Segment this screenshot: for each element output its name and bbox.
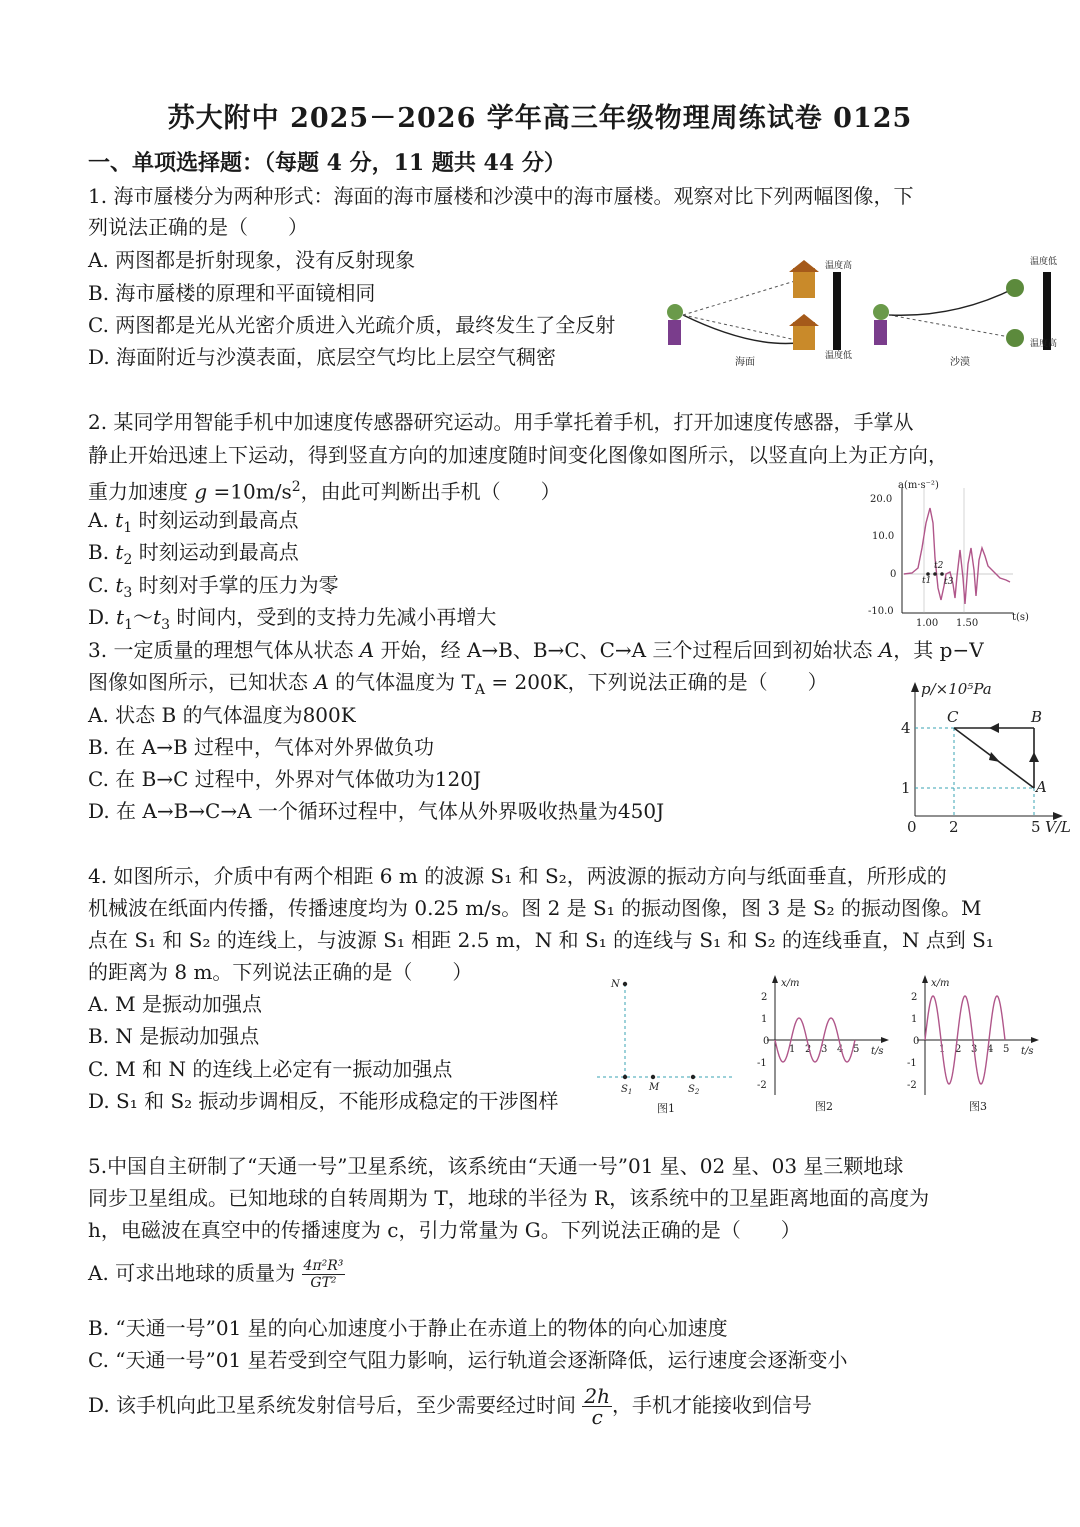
- q2-stem-line3: 重力加速度 $g =10m/s^2$，由此可判断出手机（ ）: [88, 479, 561, 504]
- q4-stem-line4: 的距离为 8 m。下列说法正确的是（ ）: [88, 960, 473, 984]
- sea-label: 海面: [735, 357, 755, 368]
- sea-temp-low-label: 温度低: [825, 351, 853, 361]
- fig3-xlabel: t/s: [1021, 1046, 1034, 1057]
- a2-ytick-20: 20.0: [870, 494, 893, 505]
- q3-option-a: A. 状态 B 的气体温度为800K: [88, 703, 356, 727]
- q5-option-b: B. “天通一号”01 星的向心加速度小于静止在赤道上的物体的向心加速度: [88, 1316, 728, 1340]
- arrow-c-a: [989, 752, 1000, 762]
- earth-mass-fraction: $\frac{\text{4π²R³}}{\text{GT²}}$: [303, 1258, 344, 1291]
- q3-option-d: D. 在 A→B→C→A 一个循环过程中，气体从外界吸收热量为450J: [88, 799, 665, 823]
- pv-ytick-1: 1: [901, 779, 911, 797]
- observer-icon: [873, 304, 889, 320]
- s2-vibration-chart: [905, 970, 1055, 1120]
- point-m: [651, 1075, 655, 1079]
- pv-label-b: B: [1031, 708, 1043, 726]
- q1-option-a: A. 两图都是折射现象，没有反射现象: [88, 248, 416, 272]
- a2-ytick-10: 10.0: [872, 531, 895, 542]
- q3-option-c: C. 在 B→C 过程中，外界对气体做功为120J: [88, 767, 481, 791]
- q4-option-b: B. N 是振动加强点: [88, 1024, 260, 1048]
- q5-option-d: D. 该手机向此卫星系统发射信号后，至少需要经过时间 $\frac{2h}{c}$ ，手机才能接收到信号: [88, 1384, 813, 1429]
- pv-ytick-4: 4: [901, 719, 911, 737]
- fig3-ytick-0: 0: [913, 1036, 920, 1047]
- fig3-ytick-n1: -1: [907, 1058, 917, 1069]
- label-s1: $S_1$: [621, 1084, 633, 1096]
- q1-stem-line1: 1. 海市蜃楼分为两种形式：海面的海市蜃楼和沙漠中的海市蜃楼。观察对比下列两幅图像，下: [88, 184, 914, 208]
- desert-mirage-figure: [873, 255, 1057, 368]
- fig3-ylabel: x/m: [931, 978, 950, 989]
- label-m: M: [649, 1082, 660, 1093]
- pagoda-image-icon: [793, 268, 815, 298]
- fig3-xtick-5: 5: [1003, 1044, 1010, 1055]
- arrow-a-b: [1029, 752, 1039, 762]
- mirage-figure: [655, 250, 1075, 375]
- pv-xtick-2: 2: [949, 818, 959, 836]
- desert-temp-low-label: 温度低: [1030, 257, 1058, 267]
- fig2-xtick-5: 5: [853, 1044, 860, 1055]
- fig2-ylabel: x/m: [781, 978, 800, 989]
- q1-option-d: D. 海面附近与沙漠表面，底层空气均比上层空气稠密: [88, 345, 557, 369]
- label-s2: $S_2$: [688, 1084, 700, 1096]
- fig1-caption: 图1: [657, 1102, 675, 1115]
- fig2-xtick-2: 2: [805, 1044, 812, 1055]
- t3-point: [940, 572, 944, 576]
- pv-ylabel: p/×10⁵Pa: [921, 680, 992, 698]
- fig2-ytick-2: 2: [761, 992, 768, 1003]
- acceleration-curve: [904, 508, 1010, 604]
- q2-stem-line1: 2. 某同学用智能手机中加速度传感器研究运动。用手掌托着手机，打开加速度传感器，手掌从: [88, 410, 914, 434]
- page-title: 苏大附中 2025－2026 学年高三年级物理周练试卷 0125: [167, 103, 913, 134]
- fig3-xtick-2: 2: [955, 1044, 962, 1055]
- q1-stem-line2: 列说法正确的是（ ）: [88, 215, 308, 239]
- q2-stem-line2: 静止开始迅速上下运动，得到竖直方向的加速度随时间变化图像如图所示，以竖直向上为正方向，: [88, 443, 948, 467]
- wave-source-figure: [595, 972, 740, 1117]
- label-n: N: [611, 979, 620, 990]
- a2-xlabel: t(s): [1012, 612, 1029, 623]
- fig2-ytick-1: 1: [761, 1014, 768, 1025]
- source-s2: [691, 1075, 695, 1079]
- q5-stem-line3: h，电磁波在真空中的传播速度为 c，引力常量为 G。下列说法正确的是（ ）: [88, 1218, 801, 1242]
- q4-option-a: A. M 是振动加强点: [88, 992, 262, 1016]
- tree-image-icon: [1006, 329, 1024, 347]
- q2-option-a: A. $t_1$ 时刻运动到最高点: [88, 508, 299, 536]
- tree-icon: [1006, 279, 1024, 297]
- q4-stem-line2: 机械波在纸面内传播，传播速度均为 0.25 m/s。图 2 是 S₁ 的振动图像，图 3 是 S₂ 的振动图像。M: [88, 896, 982, 920]
- point-n: [623, 982, 627, 986]
- fig2-xlabel: t/s: [871, 1046, 884, 1057]
- signal-time-fraction: $\frac{2h}{c}$: [584, 1384, 611, 1429]
- a2-ytick-neg10: -10.0: [868, 606, 894, 617]
- q5-stem-line1: 5.中国自主研制了“天通一号”卫星系统，该系统由“天通一号”01 星、02 星、03 星三颗地球: [88, 1154, 904, 1178]
- pv-xtick-0: 0: [907, 818, 917, 836]
- fig3-ytick-n2: -2: [907, 1080, 917, 1091]
- arrow-b-c: [989, 723, 999, 733]
- fig3-ytick-1: 1: [911, 1014, 918, 1025]
- q2-option-b: B. $t_2$ 时刻运动到最高点: [88, 540, 299, 568]
- q5-option-c: C. “天通一号”01 星若受到空气阻力影响，运行轨道会逐渐降低，运行速度会逐渐变小: [88, 1348, 848, 1372]
- fig3-caption: 图3: [969, 1100, 987, 1113]
- section-heading: 一、单项选择题：（每题 4 分，11 题共 44 分）: [88, 150, 566, 176]
- fig2-xtick-4: 4: [837, 1044, 844, 1055]
- desert-temp-high-label: 温度高: [1030, 339, 1058, 349]
- q2-option-d: D. $t_1\sim t_3$ 时间内，受到的支持力先减小再增大: [88, 605, 497, 633]
- a2-ylabel: a(m·s⁻²): [898, 480, 939, 491]
- pv-xtick-5: 5: [1031, 818, 1041, 836]
- t2-label: t2: [934, 561, 944, 571]
- source-s1: [623, 1075, 627, 1079]
- observer-icon: [667, 304, 683, 320]
- observer-body: [668, 320, 681, 345]
- fig3-xtick-4: 4: [987, 1044, 994, 1055]
- q5-option-a: A. 可求出地球的质量为 $\frac{\text{4π²R³}}{\text{GT²}}$: [88, 1258, 344, 1291]
- q4-stem-line3: 点在 S₁ 和 S₂ 的连线上，与波源 S₁ 相距 2.5 m，N 和 S₁ 的连线与 S₁ 和 S₂ 的连线垂直，N 点到 S₁: [88, 928, 994, 952]
- a2-ytick-0: 0: [890, 569, 897, 580]
- pv-xlabel: V/L: [1045, 818, 1071, 836]
- pv-label-a: A: [1036, 778, 1047, 796]
- q4-option-c: C. M 和 N 的连线上必定有一振动加强点: [88, 1057, 453, 1081]
- q4-stem-line1: 4. 如图所示，介质中有两个相距 6 m 的波源 S₁ 和 S₂，两波源的振动方向与纸面垂直，所形成的: [88, 864, 947, 888]
- q4-option-d: D. S₁ 和 S₂ 振动步调相反，不能形成稳定的干涉图样: [88, 1089, 559, 1113]
- acceleration-chart: [868, 478, 1038, 630]
- sea-temp-high-label: 温度高: [825, 261, 853, 271]
- q2-option-c: C. $t_3$ 时刻对手掌的压力为零: [88, 573, 339, 601]
- t3-label: t3: [944, 577, 954, 587]
- q1-option-b: B. 海市蜃楼的原理和平面镜相同: [88, 281, 376, 305]
- fig2-xtick-3: 3: [821, 1044, 828, 1055]
- fig2-ytick-n2: -2: [757, 1080, 767, 1091]
- a2-xtick-15: 1.50: [956, 618, 979, 629]
- a2-xtick-1: 1.00: [916, 618, 939, 629]
- pv-label-c: C: [947, 708, 959, 726]
- t1-label: t1: [922, 576, 932, 586]
- pv-diagram: [895, 678, 1075, 838]
- observer-body: [874, 320, 887, 345]
- fig2-ytick-0: 0: [763, 1036, 770, 1047]
- fig3-ytick-2: 2: [911, 992, 918, 1003]
- q3-stem-line1: 3. 一定质量的理想气体从状态 A 开始，经 A→B、B→C、C→A 三个过程后回到初始状态 A，其 p−V: [88, 638, 984, 662]
- q3-stem-line2: 图像如图所示，已知状态 A 的气体温度为 $T_A = 200K$，下列说法正确的是（ ）: [88, 670, 828, 698]
- s1-vibration-chart: [755, 970, 900, 1120]
- fig2-caption: 图2: [815, 1100, 833, 1113]
- t2-point: [933, 572, 937, 576]
- sea-mirage-figure: [667, 259, 852, 368]
- pagoda-icon: [793, 322, 815, 350]
- temperature-gradient-bar: [833, 272, 841, 350]
- desert-label: 沙漠: [950, 357, 970, 368]
- q1-option-c: C. 两图都是光从光密介质进入光疏介质，最终发生了全反射: [88, 313, 616, 337]
- fig2-xtick-1: 1: [789, 1044, 796, 1055]
- fig3-xtick-1: 1: [939, 1044, 946, 1055]
- fig3-xtick-3: 3: [971, 1044, 978, 1055]
- q5-stem-line2: 同步卫星组成。已知地球的自转周期为 T，地球的半径为 R，该系统中的卫星距离地面的高度为: [88, 1186, 930, 1210]
- q3-option-b: B. 在 A→B 过程中，气体对外界做负功: [88, 735, 435, 759]
- fig2-ytick-n1: -1: [757, 1058, 767, 1069]
